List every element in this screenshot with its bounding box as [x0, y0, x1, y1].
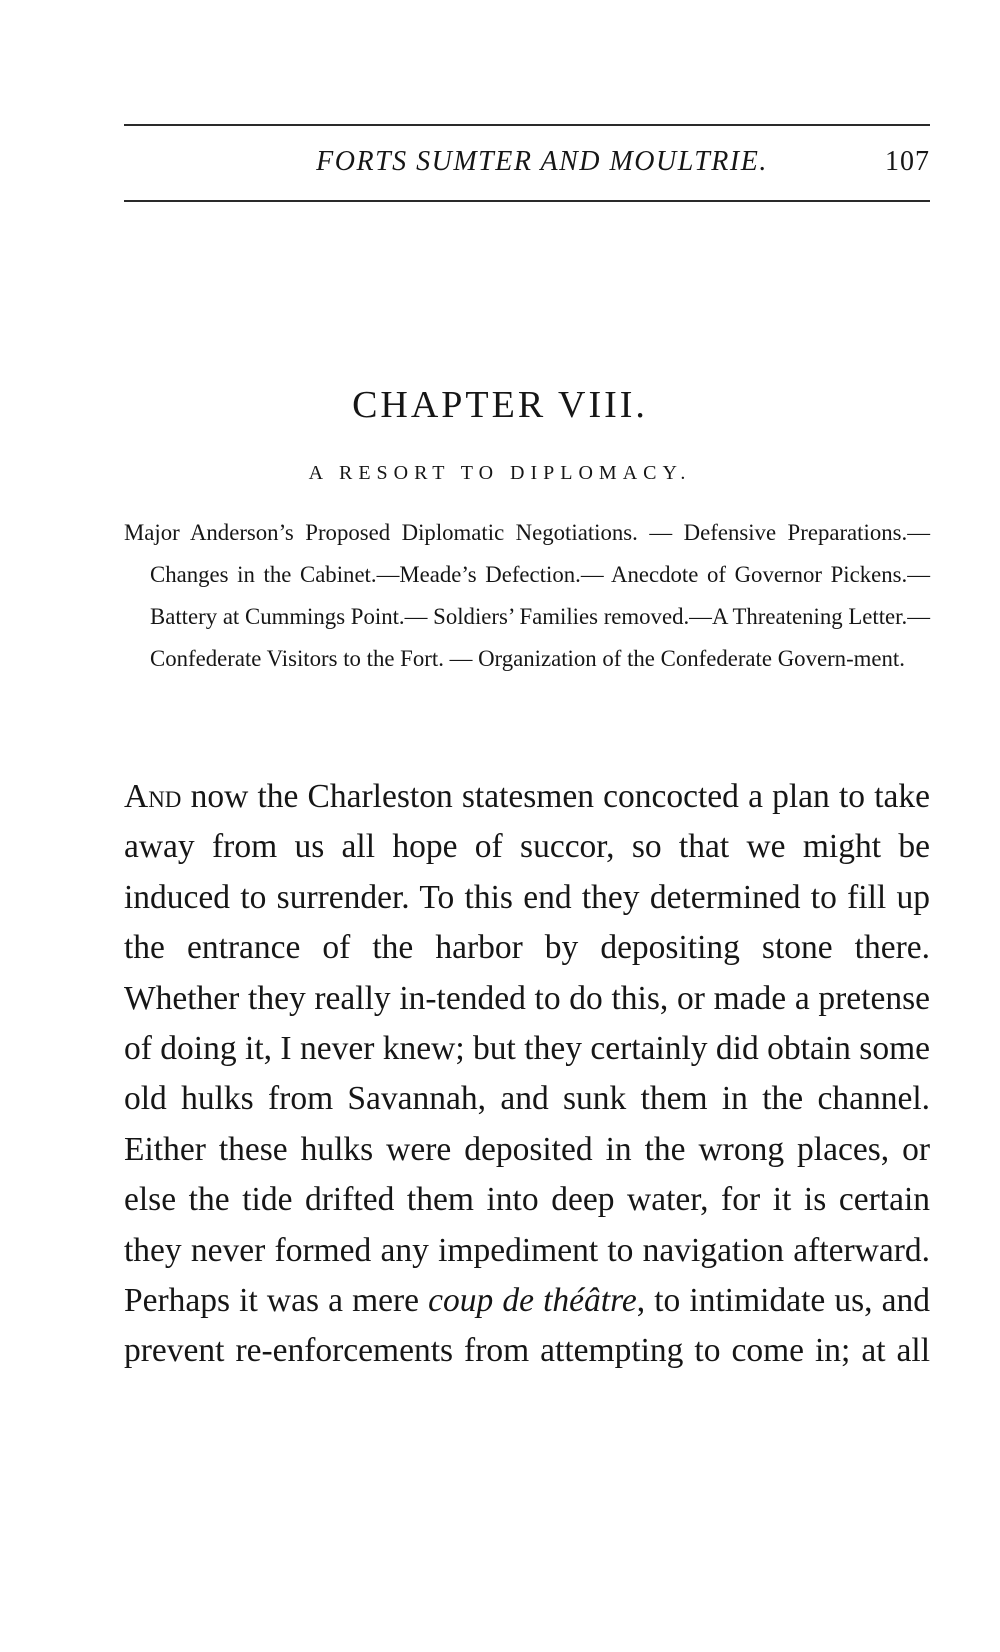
page-number: 107: [885, 146, 930, 177]
chapter-subtitle: A RESORT TO DIPLOMACY.: [308, 462, 692, 484]
chapter-summary: [124, 512, 930, 680]
chapter-title: CHAPTER VIII.: [352, 384, 648, 426]
running-title: FORTS SUMTER AND MOULTRIE.: [316, 146, 768, 177]
running-head: [124, 142, 930, 182]
header-bottom-rule: [124, 200, 930, 202]
lead-word: And: [124, 778, 182, 815]
header-top-rule: [124, 124, 930, 126]
italic-phrase: coup de théâtre: [428, 1282, 637, 1320]
body-paragraph: [124, 772, 930, 1377]
body-text-before-italic: now the Charleston statesmen concocted a plan to take away from us all hope of succor, so that we might be induced to surrender. To this end they determined to fill up the entrance of the harbor by depositing stone there. Whether they really in-tended to do this, or made a pretense of doing it, I never knew; but they certainly did obtain some old hulks from Savannah, and sunk them in the channel. Either these hulks were deposited in the wrong places, or else the tide drifted them into deep water, for it is certain they never formed any impediment to navigation afterward. Perhaps it was a mere: [124, 778, 930, 1320]
chapter-summary-text: Major Anderson’s Proposed Diplomatic Negotiations. — Defensive Preparations.— Changes in the Cabinet.—Meade’s Defection.— Anecdote of Governor Pickens.— Battery at Cummings Point.— Soldiers’ Families removed.—A Threatening Letter.—Confederate Visitors to the Fort. — Organization of the Confederate Govern-ment.: [124, 520, 930, 671]
body-text: [124, 772, 930, 1377]
body-text-after-italic: , to intimidate us, and prevent re-enforcements from attempting to come in; at all: [124, 1282, 930, 1370]
